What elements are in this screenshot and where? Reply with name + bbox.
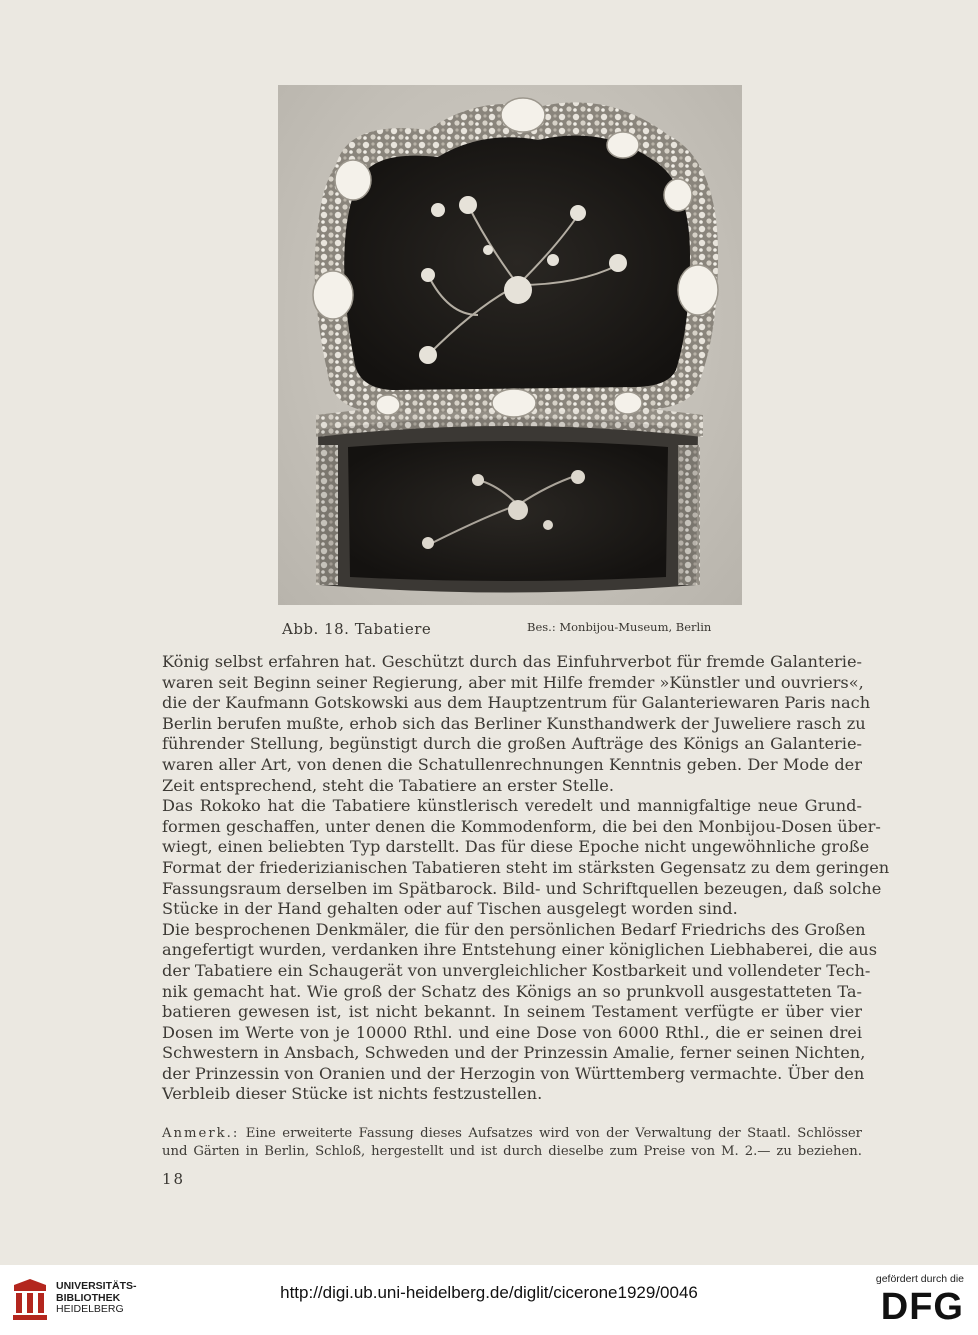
text-line: der Prinzessin von Oranien und der Herzogin von Württemberg vermachte. Über den [162, 1063, 865, 1083]
text-line: wiegt, einen beliebten Typ darstellt. Das für diese Epoche nicht ungewöhnliche große [162, 837, 870, 857]
text-line: Format der friederizianischen Tabatieren steht im stärksten Gegensatz zu dem geringen [162, 857, 890, 877]
text-line: Verbleib dieser Stücke ist nichts festzustellen. [162, 1084, 543, 1104]
footnote-label: Anmerk.: [162, 1126, 240, 1141]
text-line: Berlin berufen mußte, erhob sich das Berliner Kunsthandwerk der Juweliere rasch zu [162, 713, 866, 733]
text-line: nik gemacht hat. Wie groß der Schatz des Königs an so prunkvoll ausgestatteten Ta- [162, 981, 862, 1001]
text-line: Das Rokoko hat die Tabatiere künstlerisch veredelt und mannigfaltige neue Grund- [162, 796, 862, 816]
tabatiere-illustration [278, 85, 742, 605]
tabatiere-photograph [278, 85, 742, 605]
text-line: Stücke in der Hand gehalten oder auf Tischen ausgelegt worden sind. [162, 899, 738, 919]
page-number: 18 [162, 1170, 186, 1188]
permalink-url[interactable]: http://digi.ub.uni-heidelberg.de/diglit/cicerone1929/0046 [280, 1283, 698, 1302]
text-line: angefertigt wurden, verdanken ihre Entstehung einer königlichen Liebhaberei, die aus [162, 940, 878, 960]
body-text [162, 652, 890, 1105]
library-line-3: HEIDELBERG [56, 1303, 124, 1315]
footnote-line-1 [162, 1125, 862, 1143]
text-line: batieren gewesen ist, ist nicht bekannt. In seinem Testament verfügte er über vier [162, 1002, 862, 1022]
text-line: waren seit Beginn seiner Regierung, aber mit Hilfe fremder »Künstler und ouvriers«, [162, 672, 864, 692]
text-line: Zeit entsprechend, steht die Tabatiere an erster Stelle. [162, 775, 615, 795]
figure-caption: Abb. 18. Tabatiere [282, 620, 432, 638]
funded-by-label: gefördert durch die [875, 1273, 964, 1285]
text-line: Dosen im Werte von je 10000 Rthl. und eine Dose von 6000 Rthl., die er seinen drei [162, 1022, 862, 1042]
text-line: die der Kaufmann Gotskowski aus dem Hauptzentrum für Galanteriewaren Paris nach [162, 693, 871, 713]
library-line-2: BIBLIOTHEK [56, 1291, 121, 1304]
text-line: formen geschaffen, unter denen die Kommodenform, die bei den Monbijou-Dosen über- [162, 816, 881, 836]
footnote-text-1: Eine erweiterte Fassung dieses Aufsatzes wird von der Verwaltung der Staatl. Schlösser [245, 1126, 862, 1141]
footnote [162, 1125, 862, 1161]
text-line: waren aller Art, von denen die Schatullenrechnungen Kenntnis geben. Der Mode der [162, 754, 862, 774]
text-line: Schwestern in Ansbach, Schweden und der Prinzessin Amalie, ferner seinen Nichten, [162, 1043, 866, 1063]
figure-credit: Bes.: Monbijou-Museum, Berlin [527, 620, 712, 634]
text-line: Fassungsraum derselben im Spätbarock. Bild- und Schriftquellen bezeugen, daß solche [162, 878, 882, 898]
footnote-line-2: und Gärten in Berlin, Schloß, hergestellt und ist durch dieselbe zum Preise von M. 2.— zu beziehen. [162, 1144, 862, 1159]
dfg-logo: DFG [880, 1286, 964, 1328]
digitization-footer [0, 1265, 978, 1335]
library-line-1: UNIVERSITÄTS- [56, 1280, 137, 1292]
text-line: Die besprochenen Denkmäler, die für den persönlichen Bedarf Friedrichs des Großen [162, 919, 866, 939]
text-line: König selbst erfahren hat. Geschützt durch das Einfuhrverbot für fremde Galanterie- [162, 652, 862, 671]
text-line: führender Stellung, begünstigt durch die großen Aufträge des Königs an Galanterie- [162, 734, 862, 754]
text-line: der Tabatiere ein Schaugerät von unvergleichlicher Kostbarkeit und vollendeter Tech- [162, 960, 871, 980]
